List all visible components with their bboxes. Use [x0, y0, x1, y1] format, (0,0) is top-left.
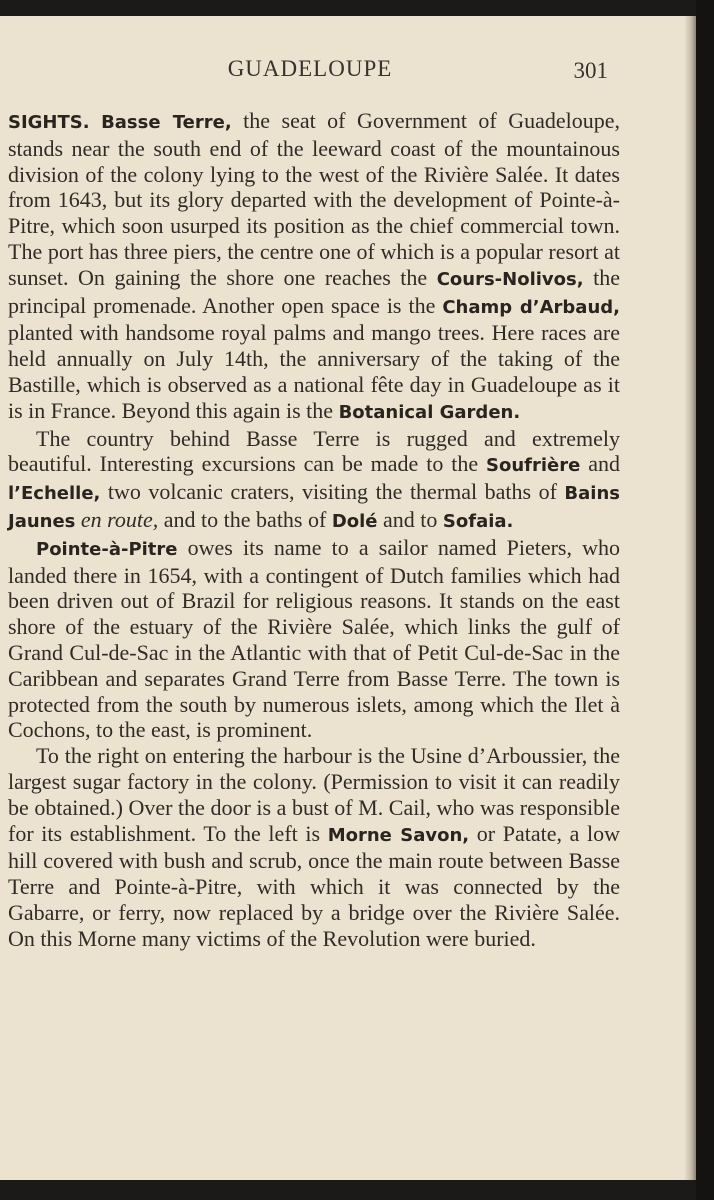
text-run: the seat of Government of Guadeloupe, stands near the south end of the leeward coast of the mountainous division of the colony lying to the west of the Rivière Salée. It dates from 1643, but its glory departed with the development of Pointe-à-Pitre, which soon usurped its position as the chief commercial town. The port has three piers, the centre one of which is a popular resort at sunset. On gaining the shore one reaches the: [8, 108, 620, 290]
bold-term: Pointe-à-Pitre: [36, 538, 178, 560]
body-text: [8, 108, 620, 952]
bold-term: Morne Savon,: [327, 824, 470, 846]
bold-term: Sofaia.: [442, 510, 514, 532]
bold-term: l’Echelle,: [8, 483, 101, 505]
text-run: and to: [377, 506, 443, 532]
text-run: or Patate, a low hill covered with bush and scrub, once the main route between Basse Terre and Pointe-à-Pitre, with which it was connected by the Gabarre, or ferry, now replaced by a bridge over the Rivière Salée. On this Morne many victims of the Revolution were buried.: [8, 820, 620, 951]
text-run: and: [580, 451, 620, 477]
text-run: The country behind Basse Terre is rugged and extremely beautiful. Interesting excursions can be made to the: [8, 425, 620, 477]
bold-term: Soufrière: [486, 455, 581, 477]
paragraph: [8, 743, 620, 951]
page-header: [0, 56, 696, 96]
bold-term: Botanical Garden.: [338, 401, 521, 423]
bold-term: Basse Terre,: [101, 112, 232, 133]
paragraph: [8, 535, 620, 743]
background-edge: [696, 0, 714, 1200]
bold-term: Champ d’Arbaud,: [442, 296, 620, 318]
bold-term: Bains Jaunes: [8, 483, 620, 532]
italic-text: en route,: [80, 506, 159, 532]
page-number: 301: [573, 58, 608, 83]
text-run: the principal promenade. Another open space is the: [8, 264, 620, 318]
paragraph: [8, 108, 620, 426]
text-run: two volcanic craters, visiting the thermal baths of: [100, 479, 565, 505]
running-title: GUADELOUPE: [227, 56, 393, 81]
page-shadow: [684, 16, 696, 1180]
bold-term: Cours-Nolivos,: [436, 268, 584, 290]
bold-term: SIGHTS.: [8, 112, 90, 133]
book-page: [0, 16, 696, 1180]
paragraph: [8, 426, 620, 535]
bold-term: Dolé: [331, 510, 378, 532]
text-run: To the right on entering the harbour is the Usine d’Arboussier, the largest sugar factory in the colony. (Permission to visit it can readily be obtained.) Over the door is a bust of M. Cail, who was responsible for its establishment. To the left is: [8, 743, 620, 846]
text-run: [90, 108, 101, 133]
text-run: owes its name to a sailor named Pieters, who landed there in 1654, with a contingent of Dutch families which had been driven out of Brazil for religious reasons. It stands on the east shore of the estuary of the Rivière Salée, which links the gulf of Grand Cul-de-Sac in the Atlantic with that of Petit Cul-de-Sac in the Caribbean and separates Grand Terre from Basse Terre. The town is protected from the south by numerous islets, among which the Ilet à Cochons, to the east, is prominent.: [8, 534, 620, 743]
text-run: and to the baths of: [158, 506, 332, 532]
text-run: planted with handsome royal palms and mango trees. Here races are held annually on July 14th, the anniversary of the taking of the Bastille, which is observed as a national fête day in Guadeloupe as it is in France. Beyond this again is the: [8, 320, 620, 423]
